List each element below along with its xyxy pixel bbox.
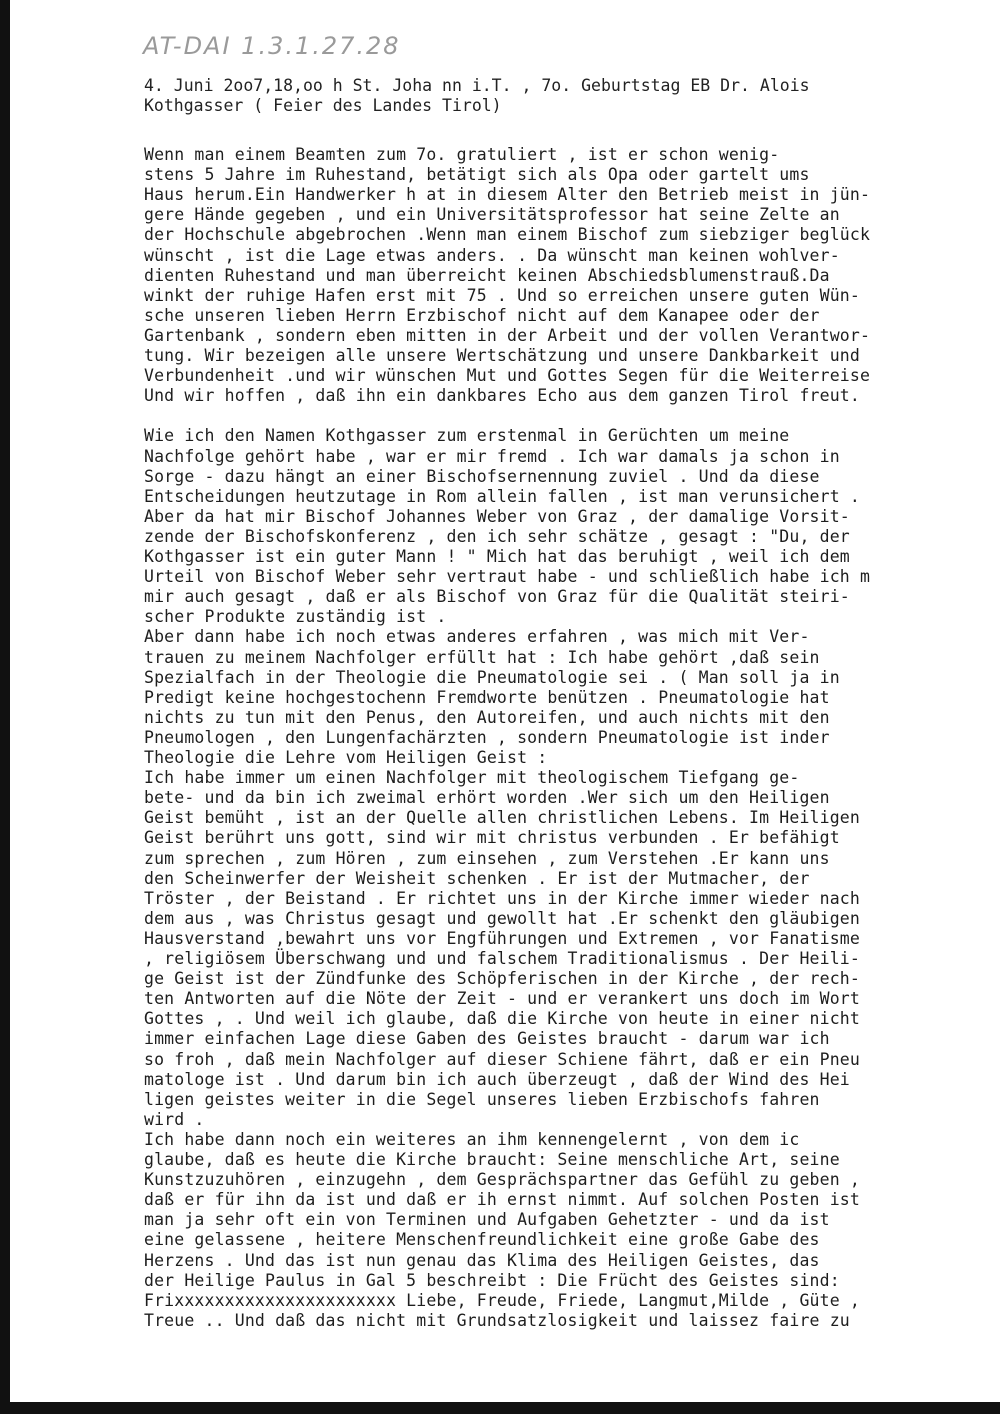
- text-line: winkt der ruhige Hafen erst mit 75 . Und so erreichen unsere guten Wün-: [144, 285, 860, 305]
- text-line: wünscht , ist die Lage etwas anders. . Da wünscht man keinen wohlver-: [144, 245, 840, 265]
- text-line: glaube, daß es heute die Kirche braucht: Seine menschliche Art, seine: [144, 1150, 840, 1169]
- text-line: trauen zu meinem Nachfolger erfüllt hat : Ich habe gehört ,daß sein: [144, 647, 820, 667]
- text-line: Treue .. Und daß das nicht mit Grundsatzlosigkeit und laissez faire zu: [144, 1310, 850, 1330]
- text-line: der Heilige Paulus in Gal 5 beschreibt : Die Frücht des Geistes sind:: [144, 1270, 840, 1290]
- text-line: tung. Wir bezeigen alle unsere Wertschätzung und unsere Dankbarkeit und: [144, 346, 860, 365]
- text-line: Wenn man einem Beamten zum 7o. gratuliert , ist er schon wenig-: [144, 145, 780, 164]
- text-line: Sorge - dazu hängt an einer Bischofsernennung zuviel . Und da diese: [144, 466, 820, 486]
- text-line: Verbundenheit .und wir wünschen Mut und Gottes Segen für die Weiterreise: [144, 366, 871, 386]
- text-line: so froh , daß mein Nachfolger auf dieser Schiene fährt, daß er ein Pneu: [144, 1049, 860, 1069]
- text-line: scher Produkte zuständig ist .: [144, 607, 447, 627]
- text-line: gere Hände gegeben , und ein Universitätsprofessor hat seine Zelte an: [144, 205, 840, 225]
- text-line: eine gelassene , heitere Menschenfreundlichkeit eine große Gabe des: [144, 1230, 820, 1250]
- text-line: dienten Ruhestand und man überreicht keinen Abschiedsblumenstrauß.Da: [144, 265, 830, 285]
- text-line: Entscheidungen heutzutage in Rom allein fallen , ist man verunsichert .: [144, 486, 860, 506]
- text-line: wird .: [144, 1109, 205, 1129]
- text-line: stens 5 Jahre im Ruhestand, betätigt sich als Opa oder gartelt ums: [144, 165, 810, 185]
- text-line: , religiösem Überschwang und und falschem Traditionalismus . Der Heili-: [144, 949, 860, 968]
- text-line: bete- und da bin ich zweimal erhört worden .Wer sich um den Heiligen: [144, 788, 830, 808]
- text-line: Ich habe dann noch ein weiteres an ihm kennengelernt , von dem ic: [144, 1129, 800, 1149]
- text-line: man ja sehr oft ein von Terminen und Aufgaben Gehetzter - und da ist: [144, 1210, 830, 1230]
- text-line: Geist berührt uns gott, sind wir mit christus verbunden . Er befähigt: [144, 828, 840, 848]
- text-line: Predigt keine hochgestochenn Fremdworte benützen . Pneumatologie hat: [144, 687, 830, 707]
- text-line: ten Antworten auf die Nöte der Zeit - und er verankert uns doch im Wort: [144, 989, 860, 1009]
- text-line: Und wir hoffen , daß ihn ein dankbares Echo aus dem ganzen Tirol freut.: [144, 386, 860, 406]
- text-line: ge Geist ist der Zündfunke des Schöpferischen in der Kirche , der rech-: [144, 969, 860, 989]
- text-line: Kunstzuzuhören , einzugehn , dem Gesprächspartner das Gefühl zu geben ,: [144, 1170, 860, 1190]
- text-line: zende der Bischofskonferenz , den ich sehr schätze , gesagt : "Du, der: [144, 526, 850, 546]
- text-line: Frixxxxxxxxxxxxxxxxxxxxxx Liebe, Freude, Friede, Langmut,Milde , Güte ,: [144, 1290, 860, 1310]
- text-line: dem aus , was Christus gesagt und gewollt hat .Er schenkt den gläubigen: [144, 908, 860, 928]
- text-line: ligen geistes weiter in die Segel unseres lieben Erzbischofs fahren: [144, 1089, 820, 1109]
- text-line: Pneumologen , den Lungenfachärzten , sondern Pneumatologie ist inder: [144, 727, 830, 747]
- text-line: matologe ist . Und darum bin ich auch überzeugt , daß der Wind des Hei: [144, 1069, 850, 1089]
- header-line-1: 4. Juni 2oo7,18,oo h St. Joha nn i.T. , 7o. Geburtstag EB Dr. Alois: [144, 76, 810, 95]
- text-line: sche unseren lieben Herrn Erzbischof nicht auf dem Kanapee oder der: [144, 305, 820, 325]
- text-line: Ich habe immer um einen Nachfolger mit theologischem Tiefgang ge-: [144, 768, 800, 788]
- text-line: Kothgasser ist ein guter Mann ! " Mich hat das beruhigt , weil ich dem: [144, 547, 850, 566]
- text-line: Theologie die Lehre vom Heiligen Geist :: [144, 748, 548, 767]
- text-line: Spezialfach in der Theologie die Pneumatologie sei . ( Man soll ja in: [144, 667, 840, 687]
- text-line: Urteil von Bischof Weber sehr vertraut habe - und schließlich habe ich m: [144, 567, 871, 587]
- text-line: nichts zu tun mit den Penus, den Autoreifen, und auch nichts mit den: [144, 707, 830, 727]
- text-line: Tröster , der Beistand . Er richtet uns in der Kirche immer wieder nach: [144, 888, 860, 908]
- text-line: Herzens . Und das ist nun genau das Klima des Heiligen Geistes, das: [144, 1250, 820, 1270]
- text-line: Gartenbank , sondern eben mitten in der Arbeit und der vollen Verantwor-: [144, 325, 871, 345]
- text-line: Hausverstand ,bewahrt uns vor Engführungen und Extremen , vor Fanatisme: [144, 928, 860, 948]
- text-line: Aber dann habe ich noch etwas anderes erfahren , was mich mit Ver-: [144, 627, 810, 647]
- archive-reference-stamp: AT-DAI 1.3.1.27.28: [143, 32, 401, 60]
- text-line: zum sprechen , zum Hören , zum einsehen , zum Verstehen .Er kann uns: [144, 848, 830, 868]
- text-line: der Hochschule abgebrochen .Wenn man einem Bischof zum siebziger beglück: [144, 225, 871, 245]
- text-line: Wie ich den Namen Kothgasser zum erstenmal in Gerüchten um meine: [144, 426, 790, 446]
- text-line: den Scheinwerfer der Weisheit schenken . Er ist der Mutmacher, der: [144, 868, 810, 888]
- text-line: mir auch gesagt , daß er als Bischof von Graz für die Qualität steiri-: [144, 587, 850, 607]
- text-line: Aber da hat mir Bischof Johannes Weber von Graz , der damalige Vorsit-: [144, 506, 850, 526]
- header-line-2: Kothgasser ( Feier des Landes Tirol): [144, 96, 502, 115]
- text-line: Nachfolge gehört habe , war er mir fremd . Ich war damals ja schon in: [144, 446, 840, 466]
- text-line: Geist bemüht , ist an der Quelle allen christlichen Lebens. Im Heiligen: [144, 808, 860, 828]
- text-line: daß er für ihn da ist und daß er ih ernst nimmt. Auf solchen Posten ist: [144, 1190, 860, 1210]
- text-line: Gottes , . Und weil ich glaube, daß die Kirche von heute in einer nicht: [144, 1009, 860, 1029]
- text-line: immer einfachen Lage diese Gaben des Geistes braucht - darum war ich: [144, 1029, 830, 1049]
- text-line: Haus herum.Ein Handwerker h at in diesem Alter den Betrieb meist in jün-: [144, 185, 871, 205]
